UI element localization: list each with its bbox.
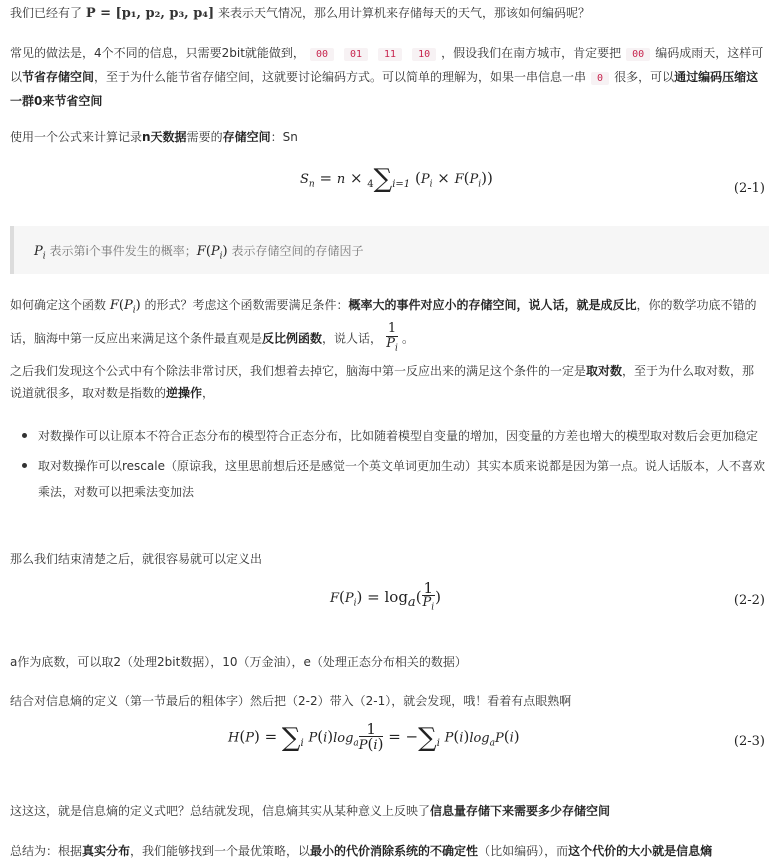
paragraph-entropy-definition: 这这这，就是信息熵的定义式吧？总结就发现，信息熵其实从某种意义上反映了信息量存储下来需要多少存储空间 (10, 804, 611, 818)
equation-2-3 (0, 718, 771, 770)
equation-number: (2-2) (733, 593, 765, 608)
code-01: 01 (344, 48, 368, 61)
code-rain: 00 (626, 48, 650, 61)
code-10: 10 (412, 48, 436, 61)
equation-number: (2-3) (733, 734, 765, 749)
code-00: 00 (310, 48, 334, 61)
code-zero: 0 (591, 72, 609, 85)
formula-F: $F(P_i) = \log_a$( $\frac{1}{P_i}$ ) (330, 579, 441, 613)
bullet-list (10, 423, 766, 509)
equation-number: (2-1) (733, 181, 765, 196)
list-item: 取对数操作可以rescale（原谅我，这里思前想后还是感觉一个英文单词更加生动）其实本质来说都是因为第一点。说人话版本，人不喜欢乘法，对数可以把乘法变加法 (10, 453, 766, 505)
equation-2-2 (0, 575, 771, 623)
code-11: 11 (378, 48, 402, 61)
paragraph-formula-intro: 使用一个公式来计算记录n天数据需要的存储空间：Sn (10, 130, 298, 144)
paragraph-base: a作为底数，可以取2（处理2bit数据），10（万金油），e（处理正态分布相关的数据） (10, 655, 467, 669)
formula-entropy: H(P) = ∑i $P(i)\log_a$ $\frac{1}{P(i)}$ = −∑i $P(i)\log_aP(i)$ (228, 720, 520, 753)
paragraph-intro: 我们已经有了 P = [p₁, p₂, p₃, p₄] 来表示天气情况，那么用计算机来存储每天的天气，那该如何编码呢？ (10, 6, 590, 21)
formula-P: P = [p₁, p₂, p₃, p₄] (85, 6, 215, 21)
paragraph-summary: 总结为：根据真实分布，我们能够找到一个最优策略，以最小的代价消除系统的不确定性（比如编码），而这个代价的大小就是信息熵 (10, 844, 713, 858)
equation-2-1 (0, 163, 771, 213)
formula-Sn: $S_n = n \times 4\sum i=1$ $(P_i \times F(P_i))$ (300, 164, 493, 194)
fraction-1-over-Pi: $\frac{1}{P_i}$ (386, 320, 398, 354)
paragraph-define: 那么我们结束清楚之后，就很容易就可以定义出 (10, 552, 263, 566)
blockquote-definitions: $P_i$ 表示第i个事件发生的概率；$F(P_i)$ 表示存储空间的存储因子 (10, 226, 769, 274)
paragraph-function-form: 如何确定这个函数 $F(P_i)$ 的形式？考虑这个函数需要满足条件：概率大的事件对应小的存储空间，说人话，就是成反比，你的数学功底不错的话，脑海中第一反应出来满足这个条件最直观是反比例函数，说人话， $\frac{1}{P_i}$ 。 (10, 298, 757, 354)
paragraph-encoding: 常见的做法是，4个不同的信息，只需要2bit就能做到， 00 01 11 10 ，假设我们在南方城市，肯定要把 00 编码成雨天，这样可以节省存储空间，至于为什么能节省存储空间，这就要讨论编码方式。可以简单的理解为，如果一串信息一串 0 很多，可以通过编码压缩这一群0来节省空间 (10, 46, 764, 108)
paragraph-logarithm: 之后我们发现这个公式中有个除法非常讨厌，我们想着去掉它，脑海中第一反应出来的满足这个条件的一定是取对数，至于为什么取对数，那说道就很多，取对数是指数的逆操作， (10, 364, 755, 400)
list-item: 对数操作可以让原本不符合正态分布的模型符合正态分布，比如随着模型自变量的增加，因变量的方差也增大的模型取对数后会更加稳定 (10, 423, 766, 449)
paragraph-substitute: 结合对信息熵的定义（第一节最后的粗体字）然后把（2-2）带入（2-1），就会发现，哦！看着有点眼熟啊 (10, 694, 572, 708)
